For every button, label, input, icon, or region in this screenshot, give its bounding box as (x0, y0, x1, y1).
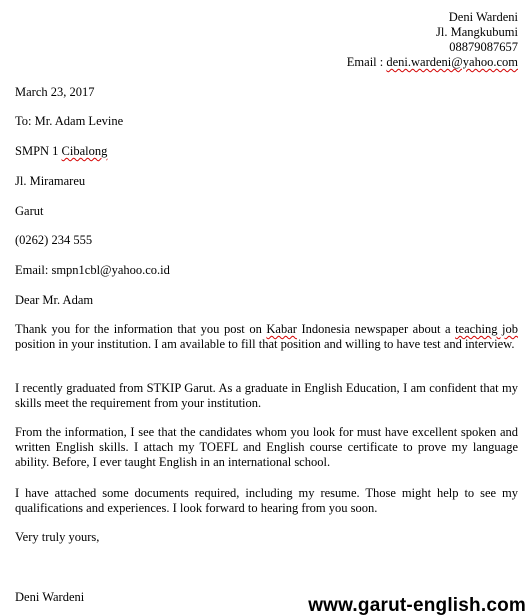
sender-address-block (347, 10, 518, 70)
letter-date: March 23, 2017 (15, 85, 95, 99)
paragraph-1-text-b: Indonesia newspaper about a (296, 322, 456, 336)
recipient-city: Garut (15, 204, 44, 218)
recipient-to: To: Mr. Adam Levine (15, 114, 124, 128)
sender-email-label: Email : (346, 55, 387, 69)
sender-phone: 08879087657 (449, 40, 518, 54)
paragraph-1-teaching-job: teaching job (455, 322, 518, 336)
sender-name: Deni Wardeni (448, 10, 518, 24)
signature-name: Deni Wardeni (15, 590, 85, 604)
paragraph-1-kabar: Kabar (266, 322, 297, 336)
salutation: Dear Mr. Adam (15, 293, 94, 307)
paragraph-1-text-c: position in your institution. I am available to fill that position and willing to have test and interview. (15, 337, 515, 351)
paragraph-1 (15, 322, 518, 352)
sender-street: Jl. Mangkubumi (436, 25, 518, 39)
recipient-school-prefix: SMPN 1 (15, 144, 62, 158)
recipient-school (15, 144, 518, 159)
paragraph-3: From the information, I see that the candidates whom you look for must have excellent spoken and written English skills. I attach my TOEFL and English course certificate to prove my language ability. Before, I ever taught English in an international school. (15, 425, 518, 469)
closing: Very truly yours, (15, 530, 100, 544)
paragraph-4: I have attached some documents required, including my resume. Those might help to see my qualifications and experiences. I look forward to hearing from you soon. (15, 486, 518, 515)
sender-email (347, 55, 518, 70)
paragraph-1-text-a: Thank you for the information that you post on (15, 322, 267, 336)
recipient-street: Jl. Miramareu (15, 174, 86, 188)
site-watermark: www.garut-english.com (308, 595, 526, 616)
sender-email-value: deni.wardeni@yahoo.com (386, 55, 518, 69)
recipient-phone: (0262) 234 555 (15, 233, 93, 247)
recipient-school-name: Cibalong (61, 144, 108, 158)
paragraph-2: I recently graduated from STKIP Garut. As a graduate in English Education, I am confident that my skills meet the requirement from your institution. (15, 381, 518, 410)
recipient-email: Email: smpn1cbl@yahoo.co.id (15, 263, 170, 277)
